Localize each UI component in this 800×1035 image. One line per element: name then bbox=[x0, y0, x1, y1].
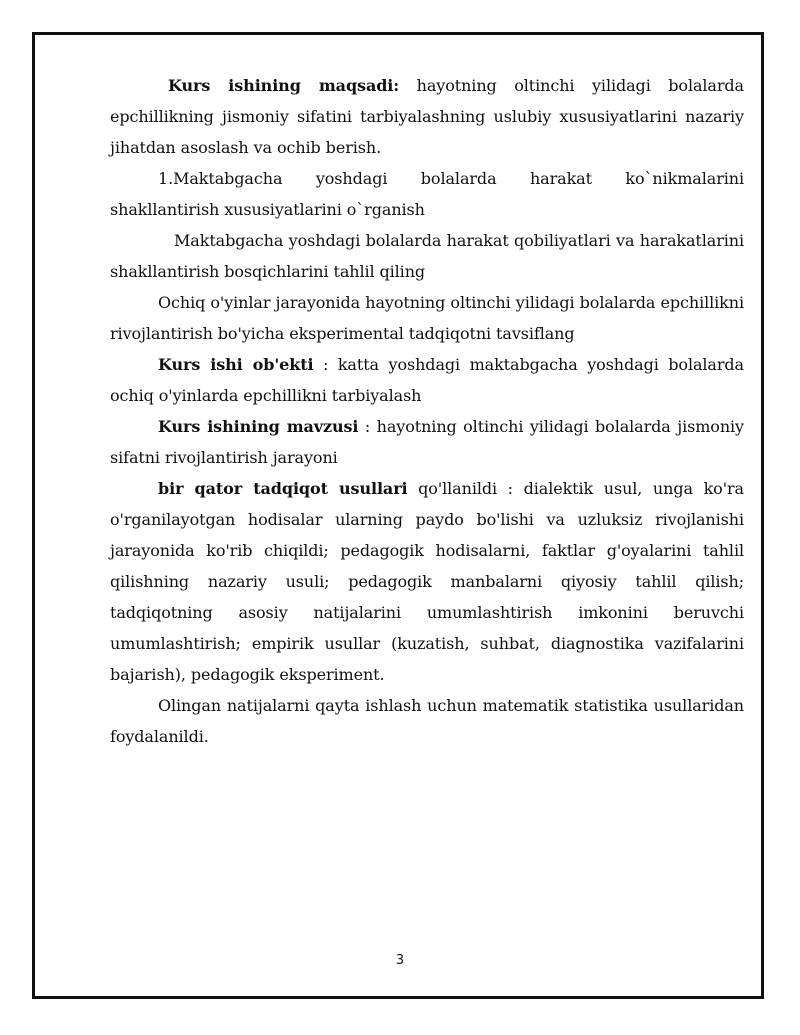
paragraph-task-3 bbox=[110, 287, 744, 349]
paragraph-methods bbox=[110, 473, 744, 690]
paragraph-task-3-text: Ochiq o'yinlar jarayonida hayotning oltinchi yilidagi bolalarda epchillikni rivojlantirish bo'yicha eksperimental tadqiqotni tavsiflang bbox=[110, 293, 744, 343]
document-body bbox=[110, 70, 744, 752]
paragraph-task-1-text: 1.Maktabgacha yoshdagi bolalarda harakat ko`nikmalarini shakllantirish xususiyatlarini o`rganish bbox=[110, 169, 744, 219]
paragraph-task-2-text: Maktabgacha yoshdagi bolalarda harakat qobiliyatlari va harakatlarini shakllantirish bosqichlarini tahlil qiling bbox=[110, 231, 744, 281]
paragraph-statistics bbox=[110, 690, 744, 752]
paragraph-object bbox=[110, 349, 744, 411]
paragraph-subject bbox=[110, 411, 744, 473]
paragraph-object-text: : katta yoshdagi maktabgacha yoshdagi bolalarda ochiq o'yinlarda epchillikni tarbiyalash bbox=[110, 355, 745, 405]
paragraph-object-lead: Kurs ishi ob'ekti bbox=[158, 355, 314, 374]
paragraph-task-2 bbox=[110, 225, 744, 287]
paragraph-goal-lead: Kurs ishining maqsadi: bbox=[168, 76, 400, 95]
paragraph-subject-lead: Kurs ishining mavzusi bbox=[158, 417, 359, 436]
page-number: 3 bbox=[395, 953, 405, 968]
paragraph-task-1 bbox=[110, 163, 744, 225]
paragraph-goal-text: hayotning oltinchi yilidagi bolalarda epchillikning jismoniy sifatini tarbiyalashning uslubiy xususiyatlarini nazariy jihatdan asoslash va ochib berish. bbox=[110, 76, 744, 157]
paragraph-subject-text: : hayotning oltinchi yilidagi bolalarda jismoniy sifatni rivojlantirish jarayoni bbox=[110, 417, 744, 467]
paragraph-methods-text: qo'llanildi : dialektik usul, unga ko'ra o'rganilayotgan hodisalar ularning paydo bo'lishi va uzluksiz rivojlanishi jarayonida ko'rib chiqildi; pedagogik hodisalarni, faktlar g'oyalarini tahlil qilishning nazariy usuli; pedagogik manbalarni qiyosiy tahlil qilish; tadqiqotning asosiy natijalarini umumlashtirish imkonini beruvchi umumlashtirish; empirik usullar (kuzatish, suhbat, diagnostika vazifalarini bajarish), pedagogik eksperiment. bbox=[110, 479, 744, 684]
paragraph-goal bbox=[110, 70, 744, 163]
paragraph-statistics-text: Olingan natijalarni qayta ishlash uchun matematik statistika usullaridan foydalanildi. bbox=[110, 696, 744, 746]
paragraph-methods-lead: bir qator tadqiqot usullari bbox=[158, 479, 408, 498]
